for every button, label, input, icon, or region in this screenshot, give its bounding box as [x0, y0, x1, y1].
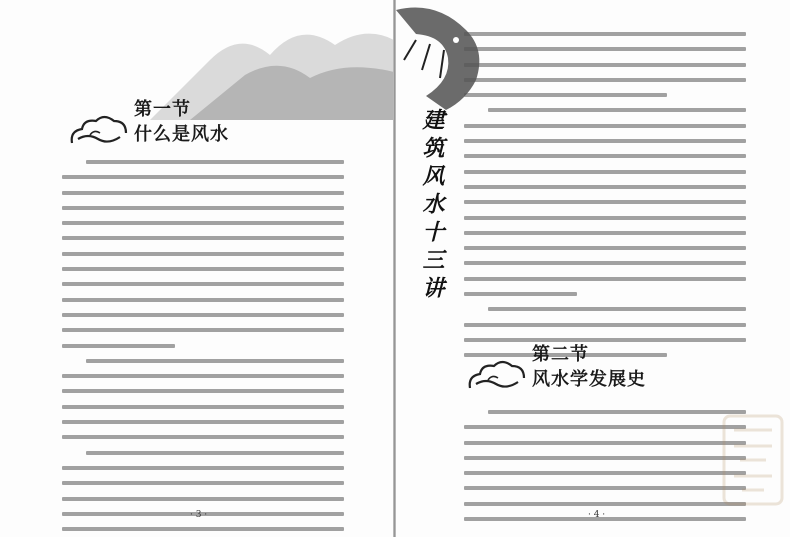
- cloud-scroll-icon: [466, 358, 530, 394]
- section-title: 什么是风水: [134, 124, 229, 145]
- section-number: 第二节: [532, 344, 589, 365]
- text-line: [464, 154, 746, 158]
- text-line: [62, 267, 344, 271]
- text-line: [464, 170, 746, 174]
- text-line: [464, 441, 746, 445]
- section-title: 风水学发展史: [532, 369, 646, 390]
- text-line: [464, 277, 746, 281]
- text-line: [464, 47, 746, 51]
- page-number: · 4 ·: [588, 510, 606, 520]
- text-line: [464, 292, 577, 296]
- text-line: [488, 307, 746, 311]
- text-line: [62, 497, 344, 501]
- page-number: · 3 ·: [190, 510, 208, 520]
- left-page: [0, 0, 394, 537]
- text-line: [464, 323, 746, 327]
- text-line: [86, 359, 344, 363]
- text-line: [464, 502, 746, 506]
- text-line: [62, 206, 344, 210]
- text-line: [62, 175, 344, 179]
- text-line: [464, 216, 746, 220]
- text-line: [62, 466, 344, 470]
- watermark-seal-icon: [718, 410, 788, 510]
- text-line: [464, 78, 746, 82]
- text-line: [86, 160, 344, 164]
- right-page: [396, 0, 790, 537]
- cloud-scroll-icon: [68, 113, 132, 149]
- text-line: [62, 527, 344, 531]
- text-line: [86, 451, 344, 455]
- text-line: [464, 139, 746, 143]
- text-line: [62, 313, 344, 317]
- text-line: [62, 298, 344, 302]
- text-line: [464, 456, 746, 460]
- text-line: [464, 124, 746, 128]
- text-line: [62, 389, 344, 393]
- text-line: [464, 200, 746, 204]
- text-line: [62, 481, 344, 485]
- text-line: [62, 236, 344, 240]
- text-line: [464, 261, 746, 265]
- body-text-block: [62, 160, 344, 537]
- text-line: [464, 231, 746, 235]
- text-line: [464, 185, 746, 189]
- text-line: [62, 435, 344, 439]
- section-heading-2: [466, 340, 686, 400]
- text-line: [464, 63, 746, 67]
- text-line: [62, 191, 344, 195]
- text-line: [464, 471, 746, 475]
- text-line: [464, 486, 746, 490]
- text-line: [464, 93, 667, 97]
- text-line: [464, 246, 746, 250]
- text-line: [62, 420, 344, 424]
- vertical-book-title: 建筑风水十三讲: [419, 108, 445, 304]
- text-line: [62, 328, 344, 332]
- text-line: [62, 282, 344, 286]
- text-line: [464, 425, 746, 429]
- text-line: [62, 221, 344, 225]
- text-line: [62, 405, 344, 409]
- text-line: [62, 374, 344, 378]
- text-line: [488, 410, 746, 414]
- section-number: 第一节: [134, 99, 191, 120]
- text-line: [62, 252, 344, 256]
- section-heading-1: [68, 95, 268, 155]
- body-text-block: [464, 32, 746, 369]
- text-line: [464, 32, 746, 36]
- text-line: [488, 108, 746, 112]
- text-line: [62, 344, 175, 348]
